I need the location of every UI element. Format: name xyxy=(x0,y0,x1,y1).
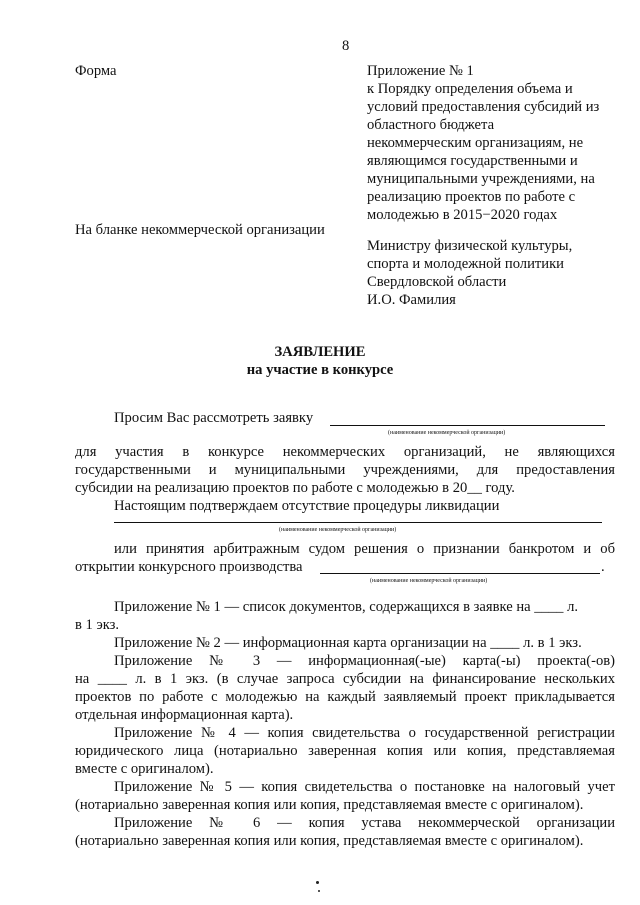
attachment-1: Приложение № 1 — список документов, содержащихся в заявке на ____ л. xyxy=(114,599,579,615)
org-name-hint: (наименование некоммерческой организации) xyxy=(370,578,488,584)
attachment-2: Приложение № 2 — информационная карта организации на ____ л. в 1 экз. xyxy=(114,635,582,651)
org-name-line[interactable] xyxy=(330,425,605,426)
attachment-3-cont: проектов по работе с молодежью на каждый заявляемый проект прикладывается xyxy=(75,689,615,705)
attachment-3-cont: отдельная информационная карта). xyxy=(75,707,294,723)
addressee-line: И.О. Фамилия xyxy=(367,292,456,308)
request-text: Просим Вас рассмотреть заявку xyxy=(114,410,314,426)
addressee-line: Свердловской области xyxy=(367,274,507,290)
attachment-4-cont: вместе с оригиналом). xyxy=(75,761,214,777)
scan-speck xyxy=(316,881,319,884)
appendix-line: являющимся государственными и xyxy=(367,153,578,169)
appendix-line: молодежью в 2015−2020 годах xyxy=(367,207,558,223)
period: . xyxy=(601,559,605,575)
addressee-line: Министру физической культуры, xyxy=(367,238,573,254)
body-line: для участия в конкурсе некоммерческих организаций, не являющихся xyxy=(75,444,615,460)
body-line: открытии конкурсного производства xyxy=(75,559,303,575)
attachment-1-cont: в 1 экз. xyxy=(75,617,120,633)
attachment-6-cont: (нотариально заверенная копия или копия, представляемая вместе с оригиналом). xyxy=(75,833,584,849)
appendix-line: Приложение № 1 xyxy=(367,63,474,79)
attachment-5: Приложение № 5 — копия свидетельства о постановке на налоговый учет xyxy=(114,779,615,795)
org-name-line[interactable] xyxy=(114,522,602,523)
attachment-4-cont: юридического лица (нотариально заверенная копия или копия, представляемая xyxy=(75,743,615,759)
body-line: Настоящим подтверждаем отсутствие процедуры ликвидации xyxy=(114,498,500,514)
document-title: ЗАЯВЛЕНИЕ xyxy=(274,344,366,360)
attachment-3: Приложение № 3 — информационная(-ые) карта(-ы) проекта(-ов) xyxy=(114,653,615,669)
appendix-line: реализацию проектов по работе с xyxy=(367,189,576,205)
appendix-line: муниципальными учреждениями, на xyxy=(367,171,595,187)
appendix-line: к Порядку определения объема и xyxy=(367,81,573,97)
org-name-hint: (наименование некоммерческой организации) xyxy=(279,527,397,533)
attachment-5-cont: (нотариально заверенная копия или копия, представляемая вместе с оригиналом). xyxy=(75,797,584,813)
body-line: субсидии на реализацию проектов по работе с молодежью в 20__ году. xyxy=(75,480,515,496)
org-name-hint: (наименование некоммерческой организации) xyxy=(388,430,506,436)
scan-speck xyxy=(318,890,320,892)
attachment-6: Приложение № 6 — копия устава некоммерческой организации xyxy=(114,815,615,831)
body-line: или принятия арбитражным судом решения о признании банкротом и об xyxy=(114,541,615,557)
addressee-line: спорта и молодежной политики xyxy=(367,256,564,272)
appendix-line: некоммерческим организациям, не xyxy=(367,135,584,151)
attachment-4: Приложение № 4 — копия свидетельства о государственной регистрации xyxy=(114,725,615,741)
appendix-line: областного бюджета xyxy=(367,117,495,133)
form-label: Форма xyxy=(75,63,117,79)
org-name-line[interactable] xyxy=(320,573,600,574)
body-line: государственными и муниципальными учреждениями, для предоставления xyxy=(75,462,615,478)
document-subtitle: на участие в конкурсе xyxy=(246,362,394,378)
page-number: 8 xyxy=(342,38,350,54)
blank-label: На бланке некоммерческой организации xyxy=(75,222,325,238)
appendix-line: условий предоставления субсидий из xyxy=(367,99,600,115)
attachment-3-cont: на ____ л. в 1 экз. (в случае запроса субсидии на финансирование нескольких xyxy=(75,671,615,687)
